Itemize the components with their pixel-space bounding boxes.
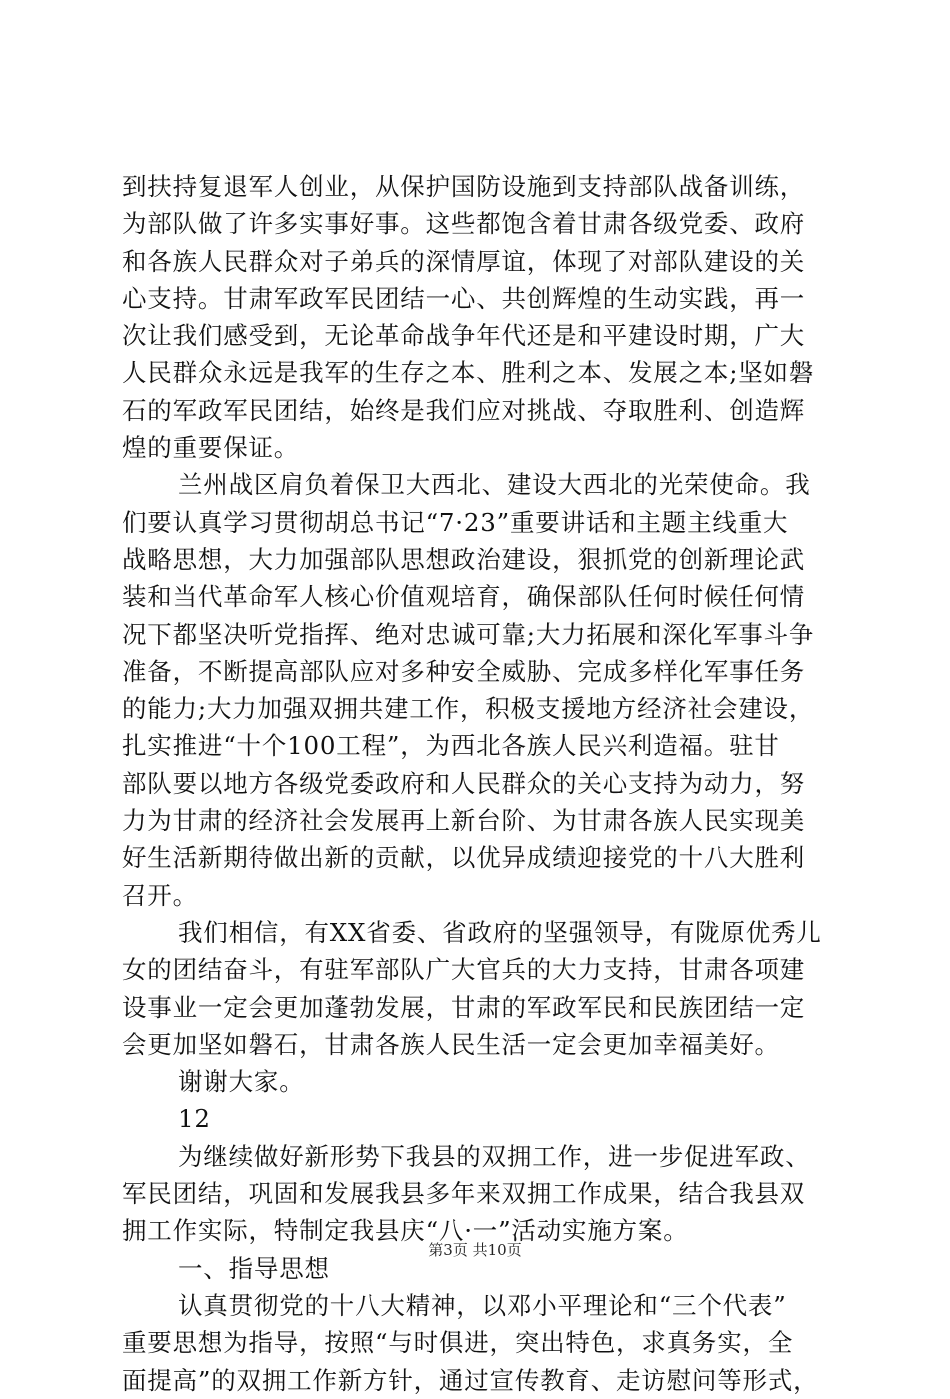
text-line: 军民团结，巩固和发展我县多年来双拥工作成果，结合我县双 bbox=[122, 1179, 806, 1209]
text-line: 召开。 bbox=[122, 880, 198, 910]
page-footer bbox=[0, 1240, 950, 1260]
text-line: 女的团结奋斗，有驻军部队广大官兵的大力支持，甘肃各项建 bbox=[122, 955, 806, 985]
document-body bbox=[122, 168, 832, 1399]
text-line: 次让我们感受到，无论革命战争年代还是和平建设时期，广大 bbox=[122, 321, 806, 351]
text-line: 石的军政军民团结，始终是我们应对挑战、夺取胜利、创造辉 bbox=[122, 395, 806, 425]
text-line: 和各族人民群众对子弟兵的深情厚谊，体现了对部队建设的关 bbox=[122, 246, 806, 276]
text-line: 力为甘肃的经济社会发展再上新台阶、为甘肃各族人民实现美 bbox=[122, 806, 806, 836]
text-line: 心支持。甘肃军政军民团结一心、共创辉煌的生动实践，再一 bbox=[122, 283, 806, 313]
text-line: 为部队做了许多实事好事。这些都饱含着甘肃各级党委、政府 bbox=[122, 209, 806, 239]
text-line: 准备，不断提高部队应对多种安全威胁、完成多样化军事任务 bbox=[122, 656, 806, 686]
text-line: 的能力;大力加强双拥共建工作，积极支援地方经济社会建设， bbox=[122, 694, 815, 724]
text-line: 为继续做好新形势下我县的双拥工作，进一步促进军政、 bbox=[178, 1141, 811, 1171]
text-line: 拥工作实际，特制定我县庆“八·一”活动实施方案。 bbox=[122, 1216, 689, 1246]
text-line: 好生活新期待做出新的贡献，以优异成绩迎接党的十八大胜利 bbox=[122, 843, 806, 873]
text-line: 重要思想为指导，按照“与时俱进，突出特色，求真务实，全 bbox=[122, 1328, 794, 1358]
paragraph-thanks bbox=[122, 1063, 832, 1100]
page-number-label: 第3页 共10页 bbox=[428, 1241, 522, 1259]
text-line: 部队要以地方各级党委政府和人民群众的关心支持为动力，努 bbox=[122, 768, 806, 798]
text-line: 我们相信，有XX省委、省政府的坚强领导，有陇原优秀儿 bbox=[178, 917, 822, 947]
text-line: 装和当代革命军人核心价值观培育，确保部队任何时候任何情 bbox=[122, 582, 806, 612]
text-line: 战略思想，大力加强部队思想政治建设，狠抓党的创新理论武 bbox=[122, 544, 806, 574]
text-line: 设事业一定会更加蓬勃发展，甘肃的军政军民和民族团结一定 bbox=[122, 992, 806, 1022]
text-line: 面提高”的双拥工作新方针，通过宣传教育、走访慰问等形式， bbox=[122, 1365, 819, 1395]
text-line: 况下都坚决听党指挥、绝对忠诚可靠;大力拓展和深化军事斗争 bbox=[122, 619, 815, 649]
text-line: 谢谢大家。 bbox=[178, 1067, 305, 1097]
text-line: 会更加坚如磐石，甘肃各族人民生活一定会更加幸福美好。 bbox=[122, 1029, 780, 1059]
text-line: 兰州战区肩负着保卫大西北、建设大西北的光荣使命。我 bbox=[178, 470, 811, 500]
text-line: 认真贯彻党的十八大精神，以邓小平理论和“三个代表” bbox=[178, 1290, 787, 1320]
text-line: 扎实推进“十个100工程”，为西北各族人民兴利造福。驻甘 bbox=[122, 731, 780, 761]
text-line: 到扶持复退军人创业，从保护国防设施到支持部队战备训练， bbox=[122, 172, 806, 201]
text-line: 12 bbox=[178, 1104, 211, 1134]
paragraph-number bbox=[122, 1100, 832, 1137]
text-line: 煌的重要保证。 bbox=[122, 433, 300, 463]
text-line: 一、指导思想 bbox=[178, 1253, 330, 1283]
text-line: 人民群众永远是我军的生存之本、胜利之本、发展之本;坚如磐 bbox=[122, 358, 815, 388]
paragraph-lanzhou-mission bbox=[122, 466, 832, 914]
paragraph-confidence bbox=[122, 914, 832, 1063]
text-line: 们要认真学习贯彻胡总书记“7·23”重要讲话和主题主线重大 bbox=[122, 507, 789, 537]
paragraph-plan-intro bbox=[122, 1138, 832, 1250]
paragraph-gansu-support bbox=[122, 168, 832, 466]
paragraph-guiding-thought bbox=[122, 1287, 832, 1399]
